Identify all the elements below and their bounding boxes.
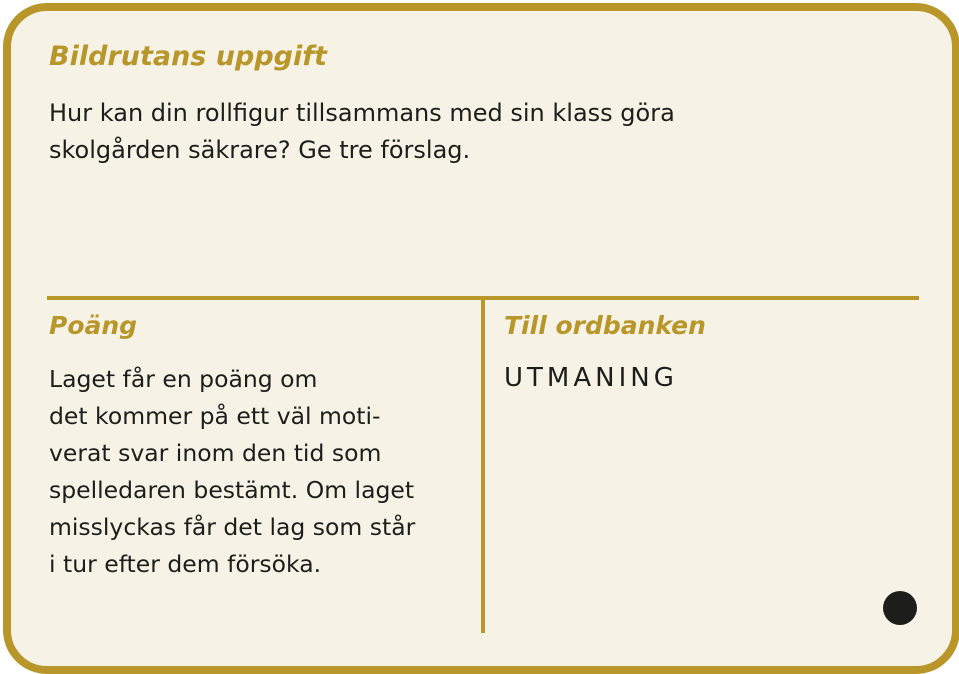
points-line: misslyckas får det lag som står <box>49 513 416 541</box>
points-heading: Poäng <box>49 311 138 340</box>
corner-dot-icon <box>883 591 917 625</box>
points-line: Laget får en poäng om <box>49 365 318 393</box>
task-text: Hur kan din rollfigur tillsammans med sin klass göra skolgården säkrare? Ge tre förslag. <box>49 99 675 164</box>
vertical-divider <box>481 296 485 633</box>
task-heading: Bildrutans uppgift <box>49 41 327 72</box>
points-line: i tur efter dem försöka. <box>49 550 322 578</box>
wordbank-word: UTMANING <box>504 363 678 393</box>
wordbank-heading: Till ordbanken <box>504 311 706 340</box>
points-line: verat svar inom den tid som <box>49 439 382 467</box>
points-text <box>49 361 469 583</box>
points-line: spelledaren bestämt. Om laget <box>49 476 415 504</box>
game-card <box>3 3 959 674</box>
points-line: det kommer på ett väl moti- <box>49 402 381 430</box>
